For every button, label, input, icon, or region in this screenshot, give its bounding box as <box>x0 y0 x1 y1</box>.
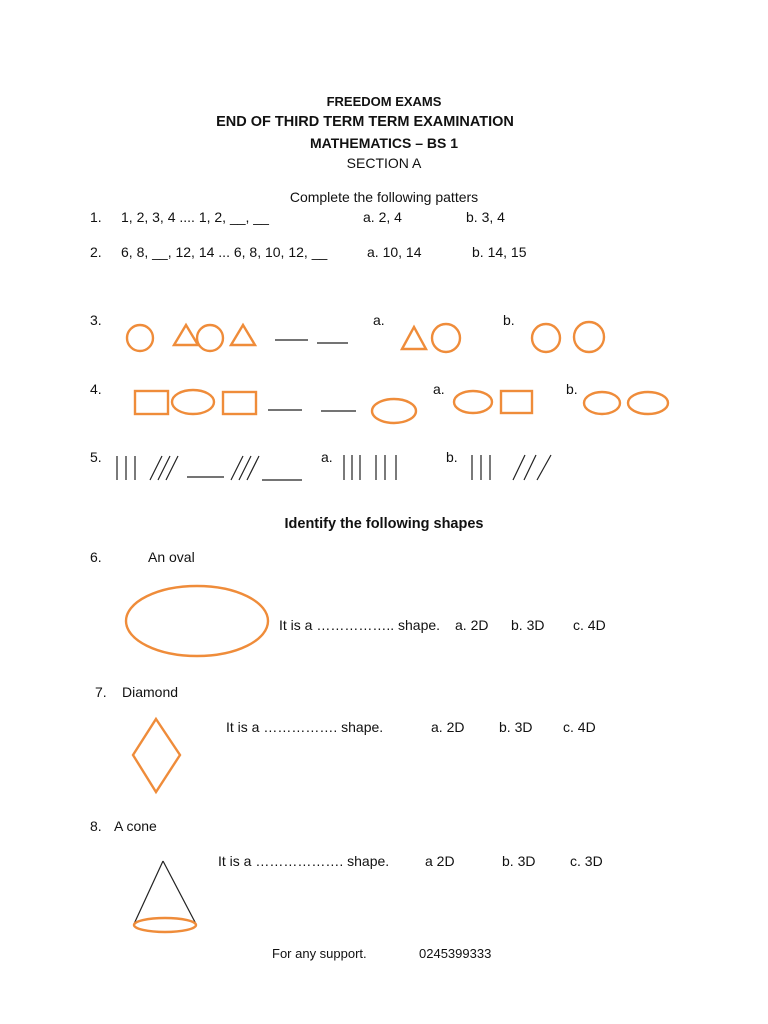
q8-option-a[interactable]: a 2D <box>425 853 455 869</box>
q4-option-b[interactable]: b. <box>566 381 578 397</box>
oval-shape <box>584 392 620 414</box>
q2-text: 6, 8, __, 12, 14 ... 6, 8, 10, 12, __ <box>121 244 328 260</box>
circle-shape <box>574 322 604 352</box>
q7-option-a[interactable]: a. 2D <box>431 719 465 735</box>
oval-shape <box>172 390 214 414</box>
triangle-shape <box>402 327 426 349</box>
q3-option-b[interactable]: b. <box>503 312 515 328</box>
q4-option-a-shapes <box>452 390 537 418</box>
q1-text: 1, 2, 3, 4 .... 1, 2, __, __ <box>121 209 269 225</box>
oval-figure <box>124 585 274 661</box>
q5-pattern <box>112 452 312 484</box>
q7-option-c[interactable]: c. 4D <box>563 719 596 735</box>
q3-option-b-shapes <box>530 320 610 356</box>
exam-title: END OF THIRD TERM TERM EXAMINATION <box>216 114 514 130</box>
q5-option-b-strokes <box>466 452 561 484</box>
q4-pattern <box>132 386 422 428</box>
q2-option-a[interactable]: a. 10, 14 <box>367 244 422 260</box>
q1-option-a[interactable]: a. 2, 4 <box>363 209 402 225</box>
square-shape <box>223 392 256 414</box>
q7-text: It is a ……………. shape. <box>226 719 384 735</box>
q8-option-c[interactable]: c. 3D <box>570 853 603 869</box>
circle-shape <box>197 325 223 351</box>
q3-option-a[interactable]: a. <box>373 312 385 328</box>
shapes-instruction: Identify the following shapes <box>284 516 484 532</box>
q2-number: 2. <box>90 244 102 260</box>
circle-shape <box>432 324 460 352</box>
q3-pattern <box>120 318 360 358</box>
section-title: SECTION A <box>346 155 422 171</box>
q7-option-b[interactable]: b. 3D <box>499 719 533 735</box>
q3-number: 3. <box>90 312 102 328</box>
triangle-shape <box>231 325 255 345</box>
q5-option-a-strokes <box>338 452 408 484</box>
cone-side <box>163 861 196 924</box>
q8-title: A cone <box>114 818 157 834</box>
oval-icon <box>126 586 268 656</box>
oval-shape <box>454 391 492 413</box>
square-shape <box>501 391 532 413</box>
q1-option-b[interactable]: b. 3, 4 <box>466 209 505 225</box>
q3-option-a-shapes <box>400 322 470 354</box>
diamond-figure <box>130 716 186 796</box>
q8-number: 8. <box>90 818 102 834</box>
q5-number: 5. <box>90 449 102 465</box>
cone-side <box>134 861 163 924</box>
cone-figure <box>130 858 202 938</box>
footer-support: For any support. <box>272 946 367 961</box>
q6-option-b[interactable]: b. 3D <box>511 617 545 633</box>
q8-text: It is a ………………. shape. <box>218 853 390 869</box>
footer-phone[interactable]: 0245399333 <box>419 946 492 961</box>
q4-option-a[interactable]: a. <box>433 381 445 397</box>
cone-base-icon <box>134 918 196 932</box>
q6-number: 6. <box>90 549 102 565</box>
q5-option-a[interactable]: a. <box>321 449 333 465</box>
q8-option-b[interactable]: b. 3D <box>502 853 536 869</box>
patterns-instruction: Complete the following patters <box>289 189 479 205</box>
q6-title: An oval <box>148 549 195 565</box>
q4-option-b-shapes <box>582 390 672 418</box>
circle-shape <box>532 324 560 352</box>
oval-shape <box>628 392 668 414</box>
oval-shape <box>372 399 416 423</box>
subject-title: MATHEMATICS – BS 1 <box>309 135 459 151</box>
q1-number: 1. <box>90 209 102 225</box>
triangle-shape <box>174 325 198 345</box>
circle-shape <box>127 325 153 351</box>
q6-option-a[interactable]: a. 2D <box>455 617 489 633</box>
q6-text: It is a …………….. shape. <box>279 617 441 633</box>
q4-number: 4. <box>90 381 102 397</box>
q7-title: Diamond <box>122 684 179 700</box>
q2-option-b[interactable]: b. 14, 15 <box>472 244 527 260</box>
diamond-icon <box>133 719 180 792</box>
square-shape <box>135 391 168 414</box>
org-title: FREEDOM EXAMS <box>326 94 442 109</box>
q5-option-b[interactable]: b. <box>446 449 458 465</box>
q7-number: 7. <box>95 684 107 700</box>
q6-option-c[interactable]: c. 4D <box>573 617 606 633</box>
